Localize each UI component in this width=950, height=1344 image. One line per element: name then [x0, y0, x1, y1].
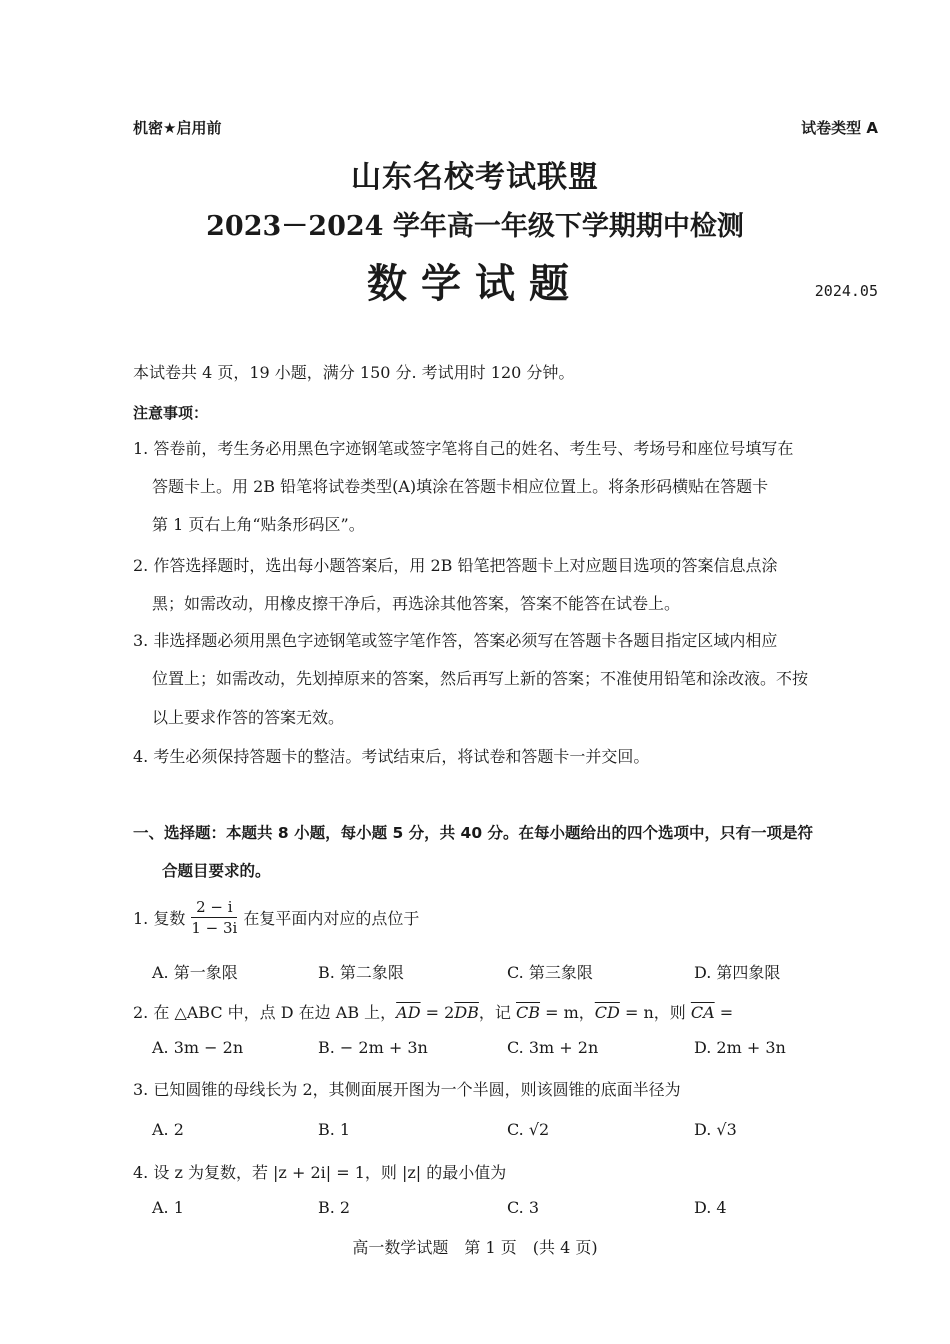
- q2-option-b: B. − 2m + 3n: [318, 1038, 428, 1057]
- question-1-suffix: 在复平面内对应的点位于: [243, 909, 420, 928]
- question-2-eq2: = m，: [540, 1003, 595, 1022]
- org-title: 山东名校考试联盟: [351, 160, 599, 195]
- question-2-eq3: = n，则: [619, 1003, 691, 1022]
- q3-option-c: C. √2: [507, 1120, 550, 1139]
- question-2: [133, 1000, 733, 1023]
- notice-item-4-line1: 4. 考生必须保持答题卡的整洁。考试结束后，将试卷和答题卡一并交回。: [133, 747, 650, 766]
- question-2-eq1: = 2: [420, 1003, 455, 1022]
- q3-option-a: A. 2: [152, 1120, 184, 1139]
- q2-option-c: C. 3m + 2n: [507, 1038, 599, 1057]
- q4-option-a: A. 1: [152, 1198, 184, 1217]
- question-2-text-b: ，记: [478, 1003, 517, 1022]
- vector-ad: $\overline{AD}$: [396, 1003, 421, 1022]
- notice-item-2-line2: 黑；如需改动，用橡皮擦干净后，再选涂其他答案，答案不能答在试卷上。: [152, 594, 681, 613]
- section-1-heading-cont: 合题目要求的。: [162, 862, 271, 880]
- notice-item-1-line3: 第 1 页右上角“贴条形码区”。: [152, 515, 365, 534]
- vector-cb: $\overline{CB}$: [516, 1003, 541, 1022]
- notice-title: 注意事项：: [133, 404, 209, 422]
- q4-option-d: D. 4: [694, 1198, 727, 1217]
- question-2-eq4: =: [714, 1003, 734, 1022]
- q2-option-a: A. 3m − 2n: [152, 1038, 244, 1057]
- notice-item-2-line1: 2. 作答选择题时，选出每小题答案后，用 2B 铅笔把答题卡上对应题目选项的答案信息点涂: [133, 556, 778, 575]
- question-1-fraction: [191, 898, 237, 937]
- q4-option-c: C. 3: [507, 1198, 540, 1217]
- page-footer: 高一数学试题 第 1 页 (共 4 页): [352, 1238, 598, 1257]
- q1-option-a: A. 第一象限: [152, 963, 238, 982]
- notice-item-3-line1: 3. 非选择题必须用黑色字迹钢笔或签字笔作答，答案必须写在答题卡各题目指定区域内相应: [133, 631, 778, 650]
- question-3: 3. 已知圆锥的母线长为 2，其侧面展开图为一个半圆，则该圆锥的底面半径为: [133, 1080, 681, 1099]
- question-2-text-a: 2. 在 △ABC 中，点 D 在边 AB 上，: [133, 1003, 397, 1022]
- fraction-denominator: 1 − 3i: [191, 919, 238, 937]
- notice-item-1-line1: 1. 答卷前，考生务必用黑色字迹钢笔或签字笔将自己的姓名、考生号、考场号和座位号填写在: [133, 439, 794, 458]
- q2-option-d: D. 2m + 3n: [694, 1038, 786, 1057]
- q1-option-c: C. 第三象限: [507, 963, 593, 982]
- intro-text: 本试卷共 4 页，19 小题，满分 150 分. 考试用时 120 分钟。: [133, 363, 575, 382]
- vector-db: $\overline{DB}$: [454, 1003, 479, 1022]
- vector-ca: $\overline{CA}$: [690, 1003, 715, 1022]
- section-1-heading: 一、选择题：本题共 8 小题，每小题 5 分，共 40 分。在每小题给出的四个选项中，只有一项是符: [133, 824, 814, 842]
- notice-item-1-line2: 答题卡上。用 2B 铅笔将试卷类型(A)填涂在答题卡相应位置上。将条形码横贴在答题卡: [152, 477, 769, 496]
- q1-option-d: D. 第四象限: [694, 963, 781, 982]
- q3-option-b: B. 1: [318, 1120, 351, 1139]
- q3-option-d: D. √3: [694, 1120, 737, 1139]
- notice-item-3-line2: 位置上；如需改动，先划掉原来的答案，然后再写上新的答案；不准使用铅笔和涂改液。不按: [152, 669, 809, 688]
- exam-date: 2024.05: [814, 282, 878, 300]
- paper-type-label: 试卷类型 A: [801, 119, 878, 137]
- q4-option-b: B. 2: [318, 1198, 351, 1217]
- confidential-label: 机密★启用前: [133, 119, 222, 137]
- term-title: 2023－2024 学年高一年级下学期期中检测: [206, 211, 744, 242]
- question-1-prefix: 1. 复数: [133, 909, 186, 928]
- fraction-numerator: 2 − i: [191, 898, 237, 918]
- vector-cd: $\overline{CD}$: [594, 1003, 620, 1022]
- question-4: 4. 设 z 为复数，若 |z + 2i| = 1，则 |z| 的最小值为: [133, 1163, 507, 1182]
- q1-option-b: B. 第二象限: [318, 963, 404, 982]
- question-1: [133, 898, 419, 937]
- notice-item-3-line3: 以上要求作答的答案无效。: [152, 708, 345, 727]
- subject-title: 数学试题: [367, 260, 583, 307]
